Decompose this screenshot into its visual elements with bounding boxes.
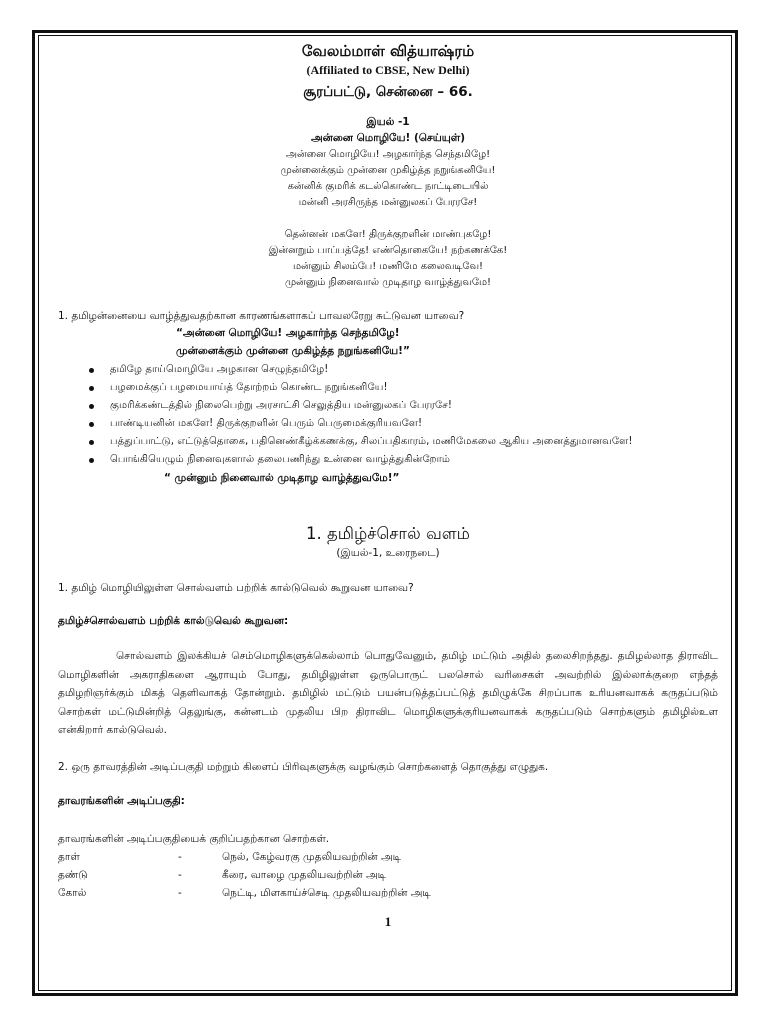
table-row [58,884,431,902]
poem-stanza-1 [58,147,718,211]
meaning-cell: கீரை, வாழை முதலியவற்றின் அடி [222,868,386,881]
section-subtitle: (இயல்-1, உரைநடை) [336,547,440,559]
list-item: தமிழே தாய்மொழியே அழகான செழுந்தமிழே! [102,361,718,379]
poem-line: முன்னைக்கும் முன்னை முகிழ்த்த நறுங்கனியே! [280,165,496,176]
quote-line-1: “அன்னை மொழியே! அழகார்ந்த செந்தமிழே! [176,327,400,339]
lesson-label: இயல் -1 [366,116,410,128]
answer-heading: தமிழ்ச்சொல்வளம் பற்றிக் கால்டுவெல் கூறுவன: [58,615,289,627]
school-location: சூரப்பட்டு, சென்னை – 66. [303,84,473,100]
poem-line: கன்னிக் குமரிக் கடல்கொண்ட நாட்டிடையில் [287,181,489,192]
section-title: 1. தமிழ்ச்சொல் வளம் [306,524,470,543]
question-3: 2. ஒரு தாவரத்தின் அடிப்பகுதி மற்றும் கிளைப் பிரிவுகளுக்கு வழங்கும் சொற்களைத் தொகுத்து எழுதுக. [58,760,549,773]
paragraph-text: சொல்வளம் இலக்கியச் செம்மொழிகளுக்கெல்லாம் பொதுவேனும், தமிழ் மட்டும் அதில் தலைசிறந்தது. தமிழல்லாத திராவிட மொழிகளின் அகராதிகளை ஆராயும் போது, தமிழிலுள்ள ஒருபொருட் பலசொல் வரிசைகள் அவற்றில் இல்லாக்குறை எந்தத் தமிழறிஞர்க்கும் மிகத் தெளிவாகத் தோன்றும். தமிழில் மட்டும் பயன்படுத்தப்பட்டுத் தமிழுக்கே சிறப்பாக உரியனவாகக் கருதப்படும் சொற்கள் மட்டுமின்றித் தெலுங்கு, கன்னடம் முதலிய பிற திராவிட மொழிகளுக்குரியனவாகக் கருதப்படும் சொற்களும் தமிழில்உள என்கிறார் கால்டுவெல். [58,650,718,736]
list-item: குமரிக்கண்டத்தில் நிலைபெற்று அரசாட்சி செலுத்திய மன்னுலகப் பேரரசே! [102,397,718,415]
dash-cell: - [178,868,182,881]
dash-cell: - [178,886,182,899]
poem-line: மன்னும் சிலம்பே! மணிமே கலைவடிவே! [292,261,484,272]
answer-points [58,361,718,469]
poem-line: முன்னும் நினைவால் முடிதாழ வாழ்த்துவமே! [284,277,492,288]
question-2: 1. தமிழ் மொழியிலுள்ள சொல்வளம் பற்றிக் கால்டுவெல் கூறுவன யாவை? [58,582,414,594]
question-1: 1. தமிழன்னையை வாழ்த்துவதற்கான காரணங்களாகப் பாவலரேறு சுட்டுவன யாவை? [58,310,465,322]
poem-line: இன்னறும் பாப்பத்தே! எண்தொகையே! நற்கணக்கே! [268,245,508,256]
terms-table [58,848,431,902]
meaning-cell: நெல், கேழ்வரகு முதலியவற்றின் அடி [222,850,401,863]
table-row [58,848,431,866]
poem-stanza-2 [58,227,718,291]
term-cell: கோல் [58,886,87,899]
list-item: பத்துப்பாட்டு, எட்டுத்தொகை, பதினெண்கீழ்க்கணக்கு, சிலப்பதிகாரம், மணிமேகலை ஆகிய அனைத்துமானவளே! [102,433,718,451]
term-cell: தண்டு [58,868,88,881]
quote-line-2: முன்னைக்கும் முன்னை முகிழ்த்த நறுங்கனியே!” [176,345,410,357]
school-name: வேலம்மாள் வித்யாஷ்ரம் [301,42,475,60]
answer-heading: தாவரங்களின் அடிப்பகுதி: [58,794,185,807]
closing-quote: “ முன்னும் நினைவால் முடிதாழ வாழ்த்துவமே!” [164,472,400,484]
poem-line: மன்னி அரசிருந்த மன்னுலகப் பேரரசே! [298,197,478,208]
answer-paragraph [58,647,718,740]
meaning-cell: நெட்டி, மிளகாய்ச்செடி முதலியவற்றின் அடி [222,886,431,899]
table-row [58,866,431,884]
poem-line: அன்னை மொழியே! அழகார்ந்த செந்தமிழே! [285,149,491,160]
terms-intro: தாவரங்களின் அடிப்பகுதியைக் குறிப்பதற்கான சொற்கள். [58,832,330,845]
term-cell: தாள் [58,850,80,863]
poem-title: அன்னை மொழியே! (செய்யுள்) [310,132,466,144]
list-item: பழமைக்குப் பழமையாய்த் தோற்றம் கொண்ட நறுங்கனியே! [102,379,718,397]
dash-cell: - [178,850,182,863]
page-content [58,40,718,929]
page-number: 1 [384,913,392,929]
list-item: பொங்கியெழும் நினைவுகளால் தலைபணிந்து உன்னை வாழ்த்துகின்றோம் [102,451,718,469]
affiliation: (Affiliated to CBSE, New Delhi) [306,63,470,77]
poem-line: தென்னன் மகளே! திருக்குறளின் மாண்புகழே! [284,229,492,240]
list-item: பாண்டியனின் மகளே! திருக்குறளின் பெரும் பெருமைக்குரியவளே! [102,415,718,433]
